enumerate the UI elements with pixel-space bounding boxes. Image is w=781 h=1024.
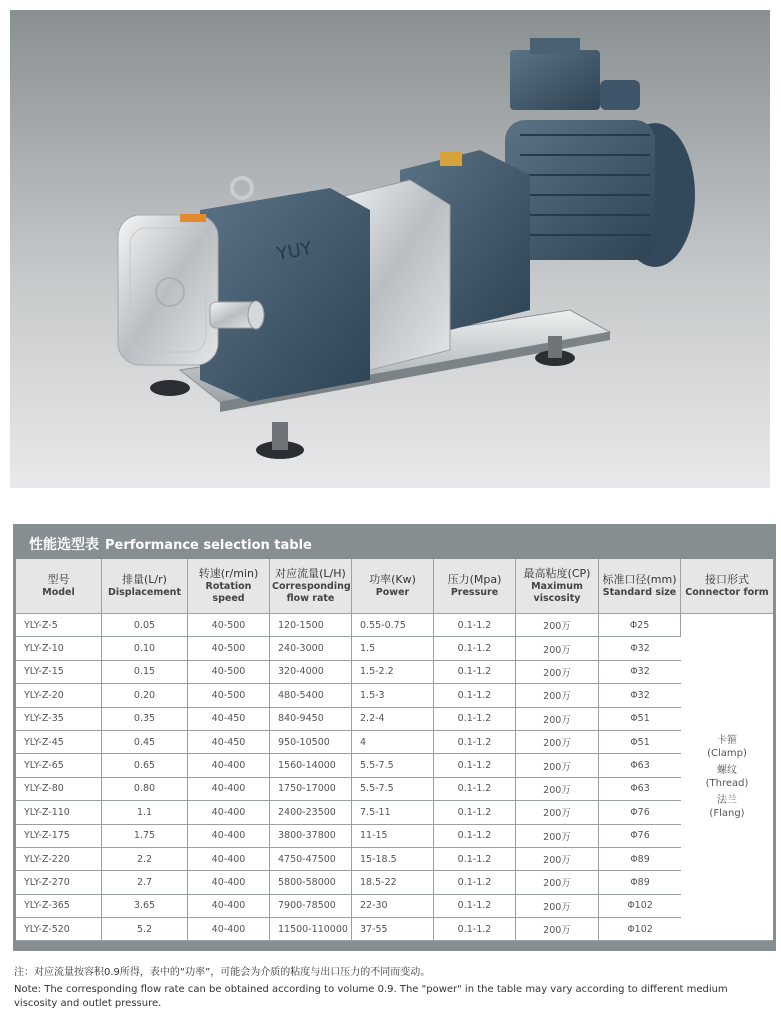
table-cell: 0.1-1.2 (434, 871, 516, 894)
table-cell: 0.1-1.2 (434, 684, 516, 707)
table-cell: Φ51 (599, 708, 681, 731)
header-connector-form: 接口形式 Connector form (681, 559, 773, 614)
table-cell: Φ32 (599, 637, 681, 660)
table-cell: 5.2 (102, 918, 188, 941)
table-cell: 1.5-3 (352, 684, 434, 707)
header-displacement: 排量(L/r) Displacement (102, 559, 188, 614)
table-cell: 200万 (516, 918, 599, 941)
table-cell: 0.1-1.2 (434, 754, 516, 777)
connector-thread-en: (Thread) (705, 778, 749, 790)
table-cell: 0.45 (102, 731, 188, 754)
table-cell: YLY-Z-35 (16, 708, 102, 731)
table-row (16, 801, 773, 824)
table-cell: Φ89 (599, 848, 681, 871)
table-cell: Φ25 (599, 614, 681, 637)
table-cell: 0.1-1.2 (434, 661, 516, 684)
table-cell: YLY-Z-10 (16, 637, 102, 660)
product-photo (10, 10, 770, 488)
table-cell: YLY-Z-80 (16, 778, 102, 801)
connector-clamp (683, 734, 771, 760)
table-cell: Φ76 (599, 801, 681, 824)
table-cell: 40-400 (188, 871, 270, 894)
table-cell: 0.1-1.2 (434, 918, 516, 941)
connector-thread (683, 764, 771, 790)
table-cell: 40-500 (188, 637, 270, 660)
table-cell: 320-4000 (270, 661, 352, 684)
connector-clamp-en: (Clamp) (707, 748, 747, 760)
table-cell: Φ32 (599, 661, 681, 684)
table-cell: YLY-Z-220 (16, 848, 102, 871)
connector-clamp-zh: 卡箍 (717, 735, 737, 747)
table-cell: 0.20 (102, 684, 188, 707)
table-cell: 0.55-0.75 (352, 614, 434, 637)
rotor-pump-illustration (10, 10, 770, 488)
casing-brand-text: YUY (275, 238, 314, 265)
footnote (14, 966, 774, 1011)
table-cell: YLY-Z-110 (16, 801, 102, 824)
table-cell: 11500-110000 (270, 918, 352, 941)
table-cell: 2.2-4 (352, 708, 434, 731)
table-cell: 1.1 (102, 801, 188, 824)
table-cell: 3.65 (102, 895, 188, 918)
table-row (16, 684, 773, 707)
table-cell: 0.1-1.2 (434, 614, 516, 637)
header-rotation-speed: 转速(r/min) Rotation speed (188, 559, 270, 614)
table-cell: 200万 (516, 637, 599, 660)
table-cell: YLY-Z-520 (16, 918, 102, 941)
table-cell: 37-55 (352, 918, 434, 941)
table-cell: 40-450 (188, 708, 270, 731)
table-row (16, 895, 773, 918)
table-row (16, 637, 773, 660)
table-cell: 5.5-7.5 (352, 778, 434, 801)
footnote-en: Note: The corresponding flow rate can be obtained according to volume 0.9. The "power" in the table may vary according to different medium viscosity and outlet pressure. (14, 984, 728, 1009)
connector-flang-zh: 法兰 (717, 795, 737, 807)
table-cell: 1.75 (102, 825, 188, 848)
table-cell: YLY-Z-365 (16, 895, 102, 918)
table-cell: 200万 (516, 778, 599, 801)
connector-flang-en: (Flang) (709, 808, 745, 820)
table-cell: 11-15 (352, 825, 434, 848)
table-cell: 840-9450 (270, 708, 352, 731)
table-cell: 2.2 (102, 848, 188, 871)
table-cell: 0.1-1.2 (434, 848, 516, 871)
table-cell: 18.5-22 (352, 871, 434, 894)
table-cell: 5.5-7.5 (352, 754, 434, 777)
table-cell: 0.1-1.2 (434, 825, 516, 848)
table-row (16, 778, 773, 801)
table-title (29, 534, 312, 554)
connector-form-cell (681, 614, 773, 941)
table-cell: YLY-Z-65 (16, 754, 102, 777)
table-cell: 0.80 (102, 778, 188, 801)
table-cell: YLY-Z-175 (16, 825, 102, 848)
table-cell: Φ89 (599, 871, 681, 894)
table-cell: 1750-17000 (270, 778, 352, 801)
table-cell: 1.5 (352, 637, 434, 660)
table-cell: 2400-23500 (270, 801, 352, 824)
table-cell: 0.1-1.2 (434, 778, 516, 801)
header-max-viscosity: 最高粘度(CP) Maximum viscosity (516, 559, 599, 614)
table-cell: 0.1-1.2 (434, 895, 516, 918)
table-cell: Φ102 (599, 895, 681, 918)
table-cell: 0.1-1.2 (434, 731, 516, 754)
table-cell: 40-400 (188, 895, 270, 918)
table-title-en: Performance selection table (105, 538, 312, 553)
footnote-zh: 注：对应流量按容积0.9所得，表中的“功率”，可能会为介质的粘度与出口压力的不同而变动。 (14, 967, 431, 978)
table-cell: 1.5-2.2 (352, 661, 434, 684)
table-cell: 40-500 (188, 661, 270, 684)
performance-table (16, 559, 773, 941)
table-cell: YLY-Z-15 (16, 661, 102, 684)
table-cell: 0.05 (102, 614, 188, 637)
table-row (16, 871, 773, 894)
table-row (16, 661, 773, 684)
table-cell: 200万 (516, 754, 599, 777)
table-cell: 40-400 (188, 825, 270, 848)
table-row (16, 614, 773, 637)
table-cell: 200万 (516, 661, 599, 684)
table-row (16, 848, 773, 871)
table-cell: Φ63 (599, 754, 681, 777)
table-cell: 200万 (516, 801, 599, 824)
header-power: 功率(Kw) Power (352, 559, 434, 614)
table-cell: 5800-58000 (270, 871, 352, 894)
table-cell: 200万 (516, 895, 599, 918)
table-row (16, 754, 773, 777)
table-cell: 7900-78500 (270, 895, 352, 918)
table-cell: 7.5-11 (352, 801, 434, 824)
table-cell: 40-400 (188, 801, 270, 824)
table-cell: 40-450 (188, 731, 270, 754)
table-cell: 4750-47500 (270, 848, 352, 871)
connector-flang (683, 794, 771, 820)
table-cell: YLY-Z-45 (16, 731, 102, 754)
table-row (16, 918, 773, 941)
table-cell: 1560-14000 (270, 754, 352, 777)
table-cell: 950-10500 (270, 731, 352, 754)
table-cell: YLY-Z-20 (16, 684, 102, 707)
table-cell: 200万 (516, 614, 599, 637)
table-cell: 4 (352, 731, 434, 754)
table-cell: 15-18.5 (352, 848, 434, 871)
header-model: 型号 Model (16, 559, 102, 614)
table-cell: 0.65 (102, 754, 188, 777)
performance-table-panel (13, 524, 776, 951)
table-cell: 40-400 (188, 778, 270, 801)
header-flow-rate: 对应流量(L/H) Corresponding flow rate (270, 559, 352, 614)
header-standard-size: 标准口径(mm) Standard size (599, 559, 681, 614)
table-cell: 40-400 (188, 754, 270, 777)
table-row (16, 731, 773, 754)
table-cell: 0.1-1.2 (434, 801, 516, 824)
table-row (16, 708, 773, 731)
table-cell: 3800-37800 (270, 825, 352, 848)
table-cell: 0.10 (102, 637, 188, 660)
table-cell: 0.15 (102, 661, 188, 684)
connector-thread-zh: 螺纹 (717, 765, 737, 777)
table-cell: 200万 (516, 825, 599, 848)
table-cell: 40-500 (188, 614, 270, 637)
table-header-row (16, 559, 773, 614)
table-cell: YLY-Z-270 (16, 871, 102, 894)
table-cell: 2.7 (102, 871, 188, 894)
table-cell: 0.35 (102, 708, 188, 731)
table-cell: Φ51 (599, 731, 681, 754)
table-body (16, 614, 773, 941)
table-cell: Φ63 (599, 778, 681, 801)
table-cell: 200万 (516, 684, 599, 707)
table-cell: 0.1-1.2 (434, 708, 516, 731)
table-cell: Φ32 (599, 684, 681, 707)
table-cell: 240-3000 (270, 637, 352, 660)
table-cell: Φ102 (599, 918, 681, 941)
table-cell: 200万 (516, 708, 599, 731)
table-cell: 200万 (516, 871, 599, 894)
table-cell: 200万 (516, 731, 599, 754)
header-pressure: 压力(Mpa) Pressure (434, 559, 516, 614)
table-cell: YLY-Z-5 (16, 614, 102, 637)
table-cell: 120-1500 (270, 614, 352, 637)
table-cell: 40-500 (188, 684, 270, 707)
table-cell: 200万 (516, 848, 599, 871)
table-cell: 40-400 (188, 918, 270, 941)
table-cell: 480-5400 (270, 684, 352, 707)
table-cell: 0.1-1.2 (434, 637, 516, 660)
table-row (16, 825, 773, 848)
table-title-zh: 性能选型表 (29, 537, 99, 553)
table-cell: 40-400 (188, 848, 270, 871)
table-cell: 22-30 (352, 895, 434, 918)
table-cell: Φ76 (599, 825, 681, 848)
